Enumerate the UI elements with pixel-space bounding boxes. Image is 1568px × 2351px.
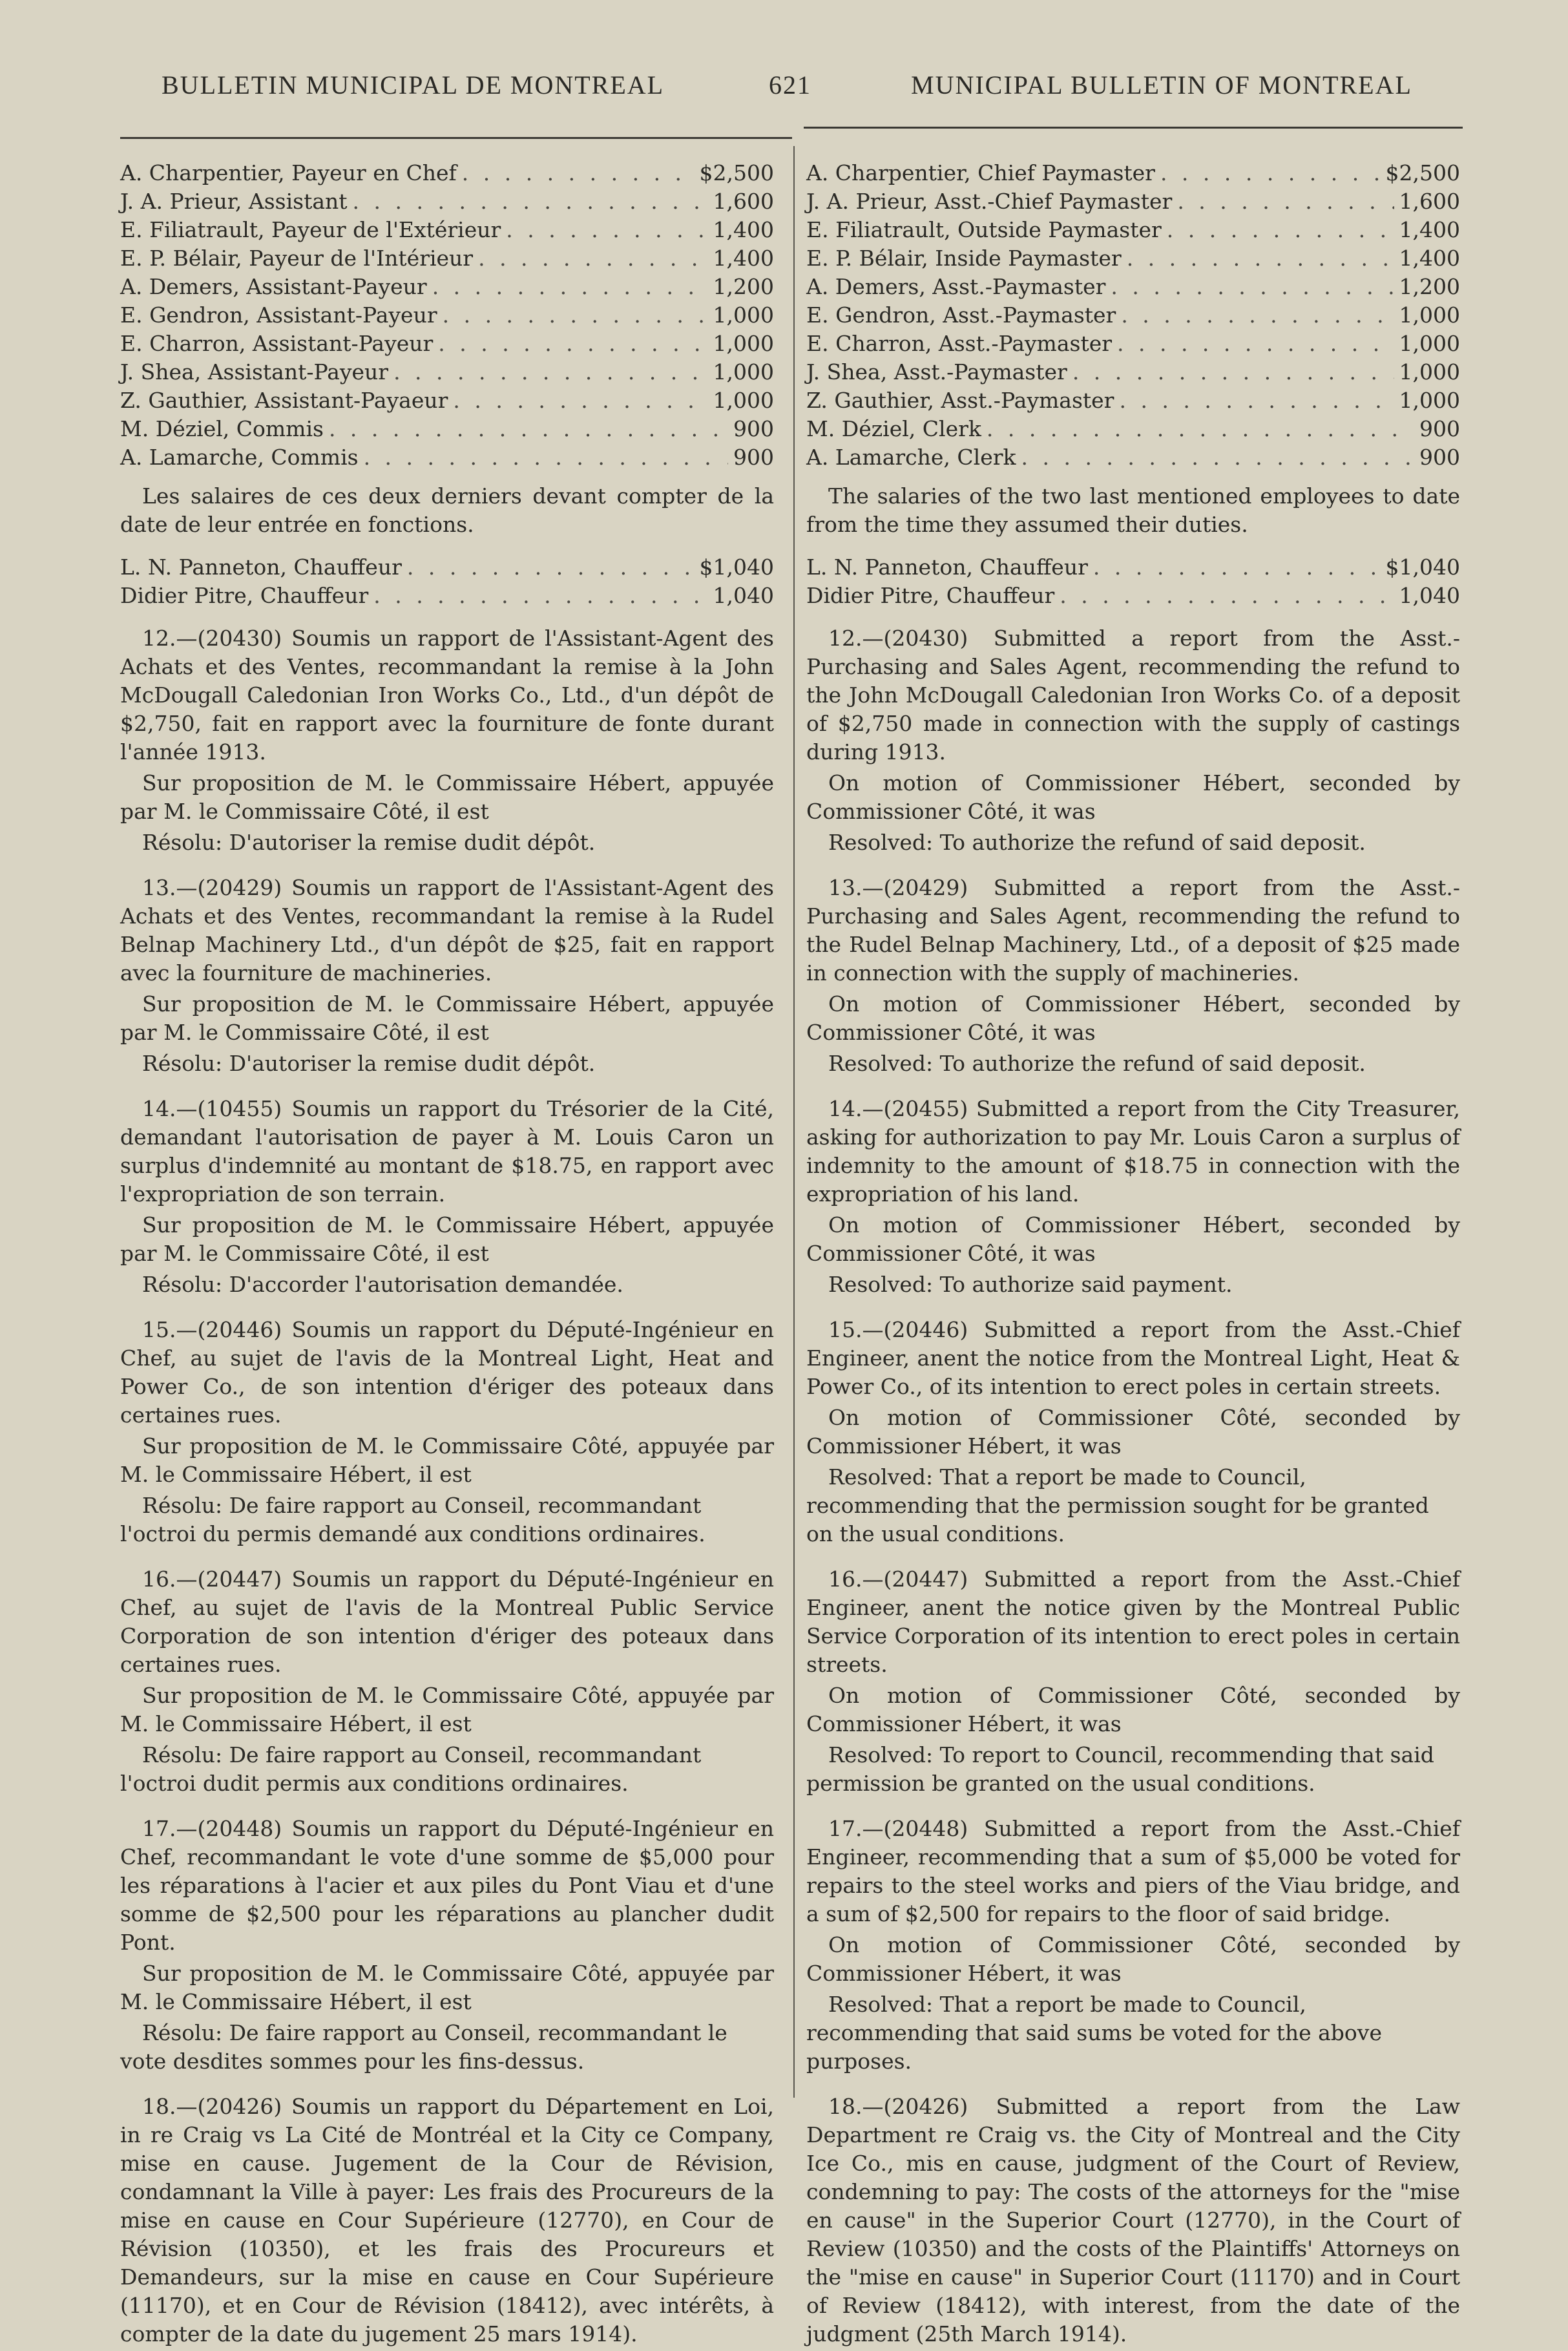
- resolution-text: Résolu: D'autoriser la remise dudit dépôt.: [142, 1051, 596, 1076]
- report-item: 17.—(20448) Soumis un rapport du Député-Ingénieur en Chef, recommandant le vote d'une somme de $5,000 pour les réparations à l'acier et aux piles du Pont Viau et d'une somme de $2,500 pour les réparations au plancher dudit Pont.: [120, 1816, 774, 1955]
- salary-list: [120, 159, 774, 472]
- motion-text: On motion of Commissioner Hébert, seconded by Commissioner Côté, it was: [806, 991, 1460, 1045]
- french-column: [120, 159, 774, 2351]
- resolution-text: Résolu: De faire rapport au Conseil, recommandant l'octroi du permis demandé aux conditions ordinaires.: [120, 1493, 706, 1546]
- salary-row: J. Shea, Assistant-Payeur . . . 1,000: [120, 358, 774, 386]
- resolution-text: Resolved: To report to Council, recommending that said permission be granted on the usual conditions.: [806, 1742, 1434, 1796]
- page-number: 621: [769, 70, 811, 100]
- report-item: 16.—(20447) Soumis un rapport du Député-Ingénieur en Chef, au sujet de l'avis de la Montreal Public Service Corporation de son intention d'ériger des poteaux dans certaines rues.: [120, 1566, 774, 1677]
- salary-row: Z. Gauthier, Asst.-Paymaster . . . 1,000: [806, 386, 1460, 415]
- motion-text: Sur proposition de M. le Commissaire Hébert, appuyée par M. le Commissaire Côté, il est: [120, 1212, 774, 1266]
- motion-text: Sur proposition de M. le Commissaire Hébert, appuyée par M. le Commissaire Côté, il est: [120, 991, 774, 1045]
- motion-text: Sur proposition de M. le Commissaire Côté, appuyée par M. le Commissaire Hébert, il est: [120, 1683, 774, 1736]
- report-item: 18.—(20426) Submitted a report from the Law Department re Craig vs. the City of Montreal and the City Ice Co., mis en cause, judgment of the Court of Review, condemning to pay: The costs of the attorneys for the "mise en cause" in the Superior Court (12770), in the Court of Review (10350) and the costs of the Plaintiffs' Attorneys on the "mise en cause" in Superior Court (11170) and in Court of Review (18412), with interest, from the date of the judgment (25th March 1914).: [806, 2094, 1460, 2346]
- salary-row: A. Lamarche, Commis . . . 900: [120, 443, 774, 472]
- salary-row: Didier Pitre, Chauffeur . . . 1,040: [120, 582, 774, 610]
- header-rule-right: [804, 127, 1463, 129]
- report-item: 14.—(10455) Soumis un rapport du Trésorier de la Cité, demandant l'autorisation de payer à M. Louis Caron un surplus d'indemnité au montant de $18.75, en rapport avec l'expropriation de son terrain.: [120, 1096, 774, 1207]
- report-item: 13.—(20429) Submitted a report from the Asst.-Purchasing and Sales Agent, recommending the refund to the Rudel Belnap Machinery, Ltd., of a deposit of $25 made in connection with the supply of machineries.: [806, 875, 1460, 986]
- resolution-text: Résolu: D'accorder l'autorisation demandée.: [142, 1272, 623, 1297]
- resolution-text: Resolved: To authorize the refund of said deposit.: [828, 1051, 1366, 1076]
- salary-row: E. P. Bélair, Payeur de l'Intérieur . . . 1,400: [120, 244, 774, 273]
- salary-row: A. Charpentier, Payeur en Chef . . . $2,500: [120, 159, 774, 187]
- motion-text: On motion of Commissioner Hébert, seconded by Commissioner Côté, it was: [806, 1212, 1460, 1266]
- report-item: 13.—(20429) Soumis un rapport de l'Assistant-Agent des Achats et des Ventes, recommandant la remise à la Rudel Belnap Machinery Ltd., d'un dépôt de $25, fait en rapport avec la fourniture de machineries.: [120, 875, 774, 986]
- salary-note: The salaries of the two last mentioned employees to date from the time they assumed their duties.: [806, 483, 1460, 537]
- header-rule-left: [120, 137, 792, 139]
- salary-row: E. P. Bélair, Inside Paymaster . . . 1,400: [806, 244, 1460, 273]
- resolution-text: Résolu: De faire rapport au Conseil, recommandant l'octroi dudit permis aux conditions ordinaires.: [120, 1742, 702, 1796]
- salary-row: Z. Gauthier, Assistant-Payaeur . . . 1,000: [120, 386, 774, 415]
- resolution-text: Résolu: De faire rapport au Conseil, recommandant le vote desdites sommes pour les fins-dessus.: [120, 2020, 727, 2074]
- report-item: 15.—(20446) Submitted a report from the Asst.-Chief Engineer, anent the notice from the Montreal Light, Heat & Power Co., of its intention to erect poles in certain streets.: [806, 1317, 1460, 1399]
- english-column: [806, 159, 1460, 2351]
- chauffeur-list: [806, 553, 1460, 610]
- report-item: 14.—(20455) Submitted a report from the City Treasurer, asking for authorization to pay Mr. Louis Caron a surplus of indemnity to the amount of $18.75 in connection with the expropriation of his land.: [806, 1096, 1460, 1207]
- motion-text: Sur proposition de M. le Commissaire Côté, appuyée par M. le Commissaire Hébert, il est: [120, 1961, 774, 2014]
- salary-row: M. Déziel, Commis . . . 900: [120, 415, 774, 443]
- salary-row: J. A. Prieur, Asst.-Chief Paymaster . . . 1,600: [806, 187, 1460, 216]
- chauffeur-list: [120, 553, 774, 610]
- motion-text: On motion of Commissioner Côté, seconded by Commissioner Hébert, it was: [806, 1932, 1460, 1986]
- report-item: 18.—(20426) Soumis un rapport du Département en Loi, in re Craig vs La Cité de Montréal et la City ce Company, mise en cause. Jugement de la Cour de Révision, condamnant la Ville à payer: Les frais des Procureurs de la mise en cause en Cour Supérieure (12770), en Cour de Révision (10350), et les frais des Procureurs et Demandeurs, sur la mise en cause en Cour Supérieure (11170), et en Cour de Révision (18412), avec intérêts, à compter de la date du jugement 25 mars 1914).: [120, 2094, 774, 2346]
- salary-row: A. Demers, Asst.-Paymaster . . . 1,200: [806, 273, 1460, 301]
- motion-text: On motion of Commissioner Côté, seconded by Commissioner Hébert, it was: [806, 1683, 1460, 1736]
- report-item: 16.—(20447) Submitted a report from the Asst.-Chief Engineer, anent the notice given by the Montreal Public Service Corporation of its intention to erect poles in certain streets.: [806, 1566, 1460, 1677]
- salary-row: A. Charpentier, Chief Paymaster . . . $2,500: [806, 159, 1460, 187]
- salary-row: E. Filiatrault, Outside Paymaster . . . 1,400: [806, 216, 1460, 244]
- column-divider: [793, 146, 795, 2098]
- header-left-title: BULLETIN MUNICIPAL DE MONTREAL: [162, 70, 665, 100]
- salary-row: E. Gendron, Asst.-Paymaster . . . 1,000: [806, 301, 1460, 330]
- salary-row: J. Shea, Asst.-Paymaster . . . 1,000: [806, 358, 1460, 386]
- report-item: 17.—(20448) Submitted a report from the Asst.-Chief Engineer, recommending that a sum of $5,000 be voted for repairs to the steel works and piers of the Viau bridge, and a sum of $2,500 for repairs to the floor of said bridge.: [806, 1816, 1460, 1926]
- motion-text: Sur proposition de M. le Commissaire Hébert, appuyée par M. le Commissaire Côté, il est: [120, 770, 774, 824]
- salary-row: J. A. Prieur, Assistant . . . 1,600: [120, 187, 774, 216]
- header-right-title: MUNICIPAL BULLETIN OF MONTREAL: [911, 70, 1412, 100]
- resolution-text: Resolved: To authorize the refund of said deposit.: [828, 830, 1366, 855]
- resolution-text: Resolved: That a report be made to Council, recommending that the permission sought for be granted on the usual conditions.: [806, 1464, 1429, 1546]
- salary-row: M. Déziel, Clerk . . . 900: [806, 415, 1460, 443]
- salary-row: Didier Pitre, Chauffeur . . . 1,040: [806, 582, 1460, 610]
- motion-text: On motion of Commissioner Hébert, seconded by Commissioner Côté, it was: [806, 770, 1460, 824]
- report-item: 15.—(20446) Soumis un rapport du Député-Ingénieur en Chef, au sujet de l'avis de la Montreal Light, Heat and Power Co., de son intention d'ériger des poteaux dans certaines rues.: [120, 1317, 774, 1428]
- salary-row: E. Charron, Asst.-Paymaster . . . 1,000: [806, 330, 1460, 358]
- salary-row: E. Filiatrault, Payeur de l'Extérieur . . . 1,400: [120, 216, 774, 244]
- salary-list: [806, 159, 1460, 472]
- salary-row: E. Gendron, Assistant-Payeur . . . 1,000: [120, 301, 774, 330]
- motion-text: On motion of Commissioner Côté, seconded by Commissioner Hébert, it was: [806, 1405, 1460, 1459]
- resolution-text: Resolved: To authorize said payment.: [828, 1272, 1233, 1297]
- salary-row: L. N. Panneton, Chauffeur . . . $1,040: [806, 553, 1460, 582]
- report-item: 12.—(20430) Submitted a report from the Asst.-Purchasing and Sales Agent, recommending the refund to the John McDougall Caledonian Iron Works Co. of a deposit of $2,750 made in connection with the supply of castings during 1913.: [806, 626, 1460, 764]
- resolution-text: Résolu: D'autoriser la remise dudit dépôt.: [142, 830, 596, 855]
- salary-row: L. N. Panneton, Chauffeur . . . $1,040: [120, 553, 774, 582]
- salary-note: Les salaires de ces deux derniers devant compter de la date de leur entrée en fonctions.: [120, 483, 774, 537]
- report-item: 12.—(20430) Soumis un rapport de l'Assistant-Agent des Achats et des Ventes, recommandant la remise à la John McDougall Caledonian Iron Works Co., Ltd., d'un dépôt de $2,750, fait en rapport avec la fourniture de fonte durant l'année 1913.: [120, 626, 774, 764]
- motion-text: Sur proposition de M. le Commissaire Côté, appuyée par M. le Commissaire Hébert, il est: [120, 1433, 774, 1487]
- resolution-text: Resolved: That a report be made to Council, recommending that said sums be voted for the above purposes.: [806, 1992, 1382, 2074]
- salary-row: A. Demers, Assistant-Payeur . . . 1,200: [120, 273, 774, 301]
- salary-row: E. Charron, Assistant-Payeur . . . 1,000: [120, 330, 774, 358]
- salary-row: A. Lamarche, Clerk . . . 900: [806, 443, 1460, 472]
